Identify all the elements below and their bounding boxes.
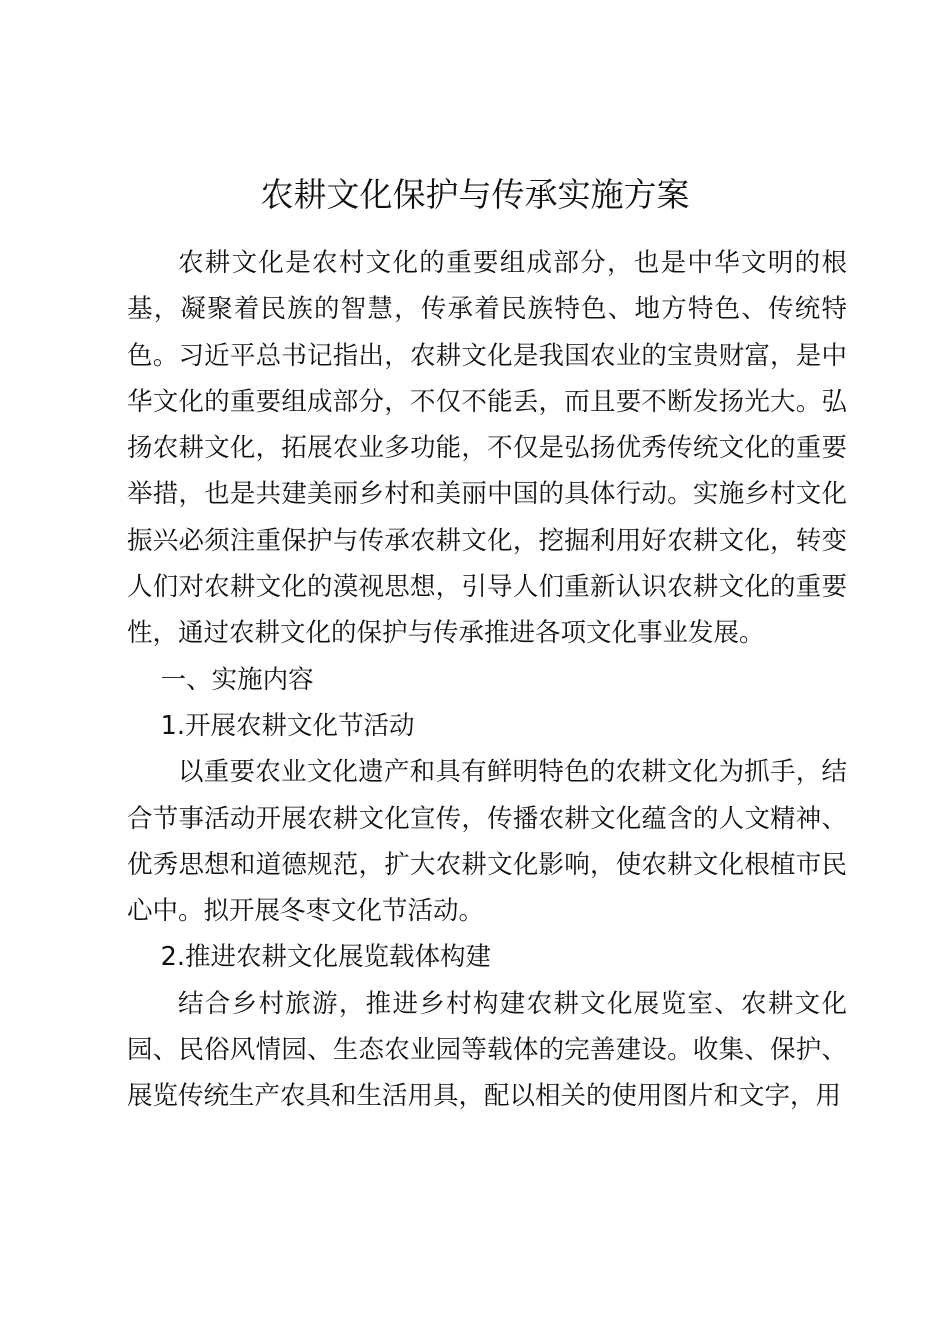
item-paragraph-festival: 以重要农业文化遗产和具有鲜明特色的农耕文化为抓手，结合节事活动开展农耕文化宣传，传播农耕文化蕴含的人文精神、优秀思想和道德规范，扩大农耕文化影响，使农耕文化根植市民心中。拟开展冬枣文化节活动。 bbox=[127, 757, 847, 927]
document-title: 农耕文化保护与传承实施方案 bbox=[260, 175, 690, 214]
item-heading-festival: 1.开展农耕文化节活动 bbox=[160, 710, 415, 741]
intro-paragraph: 农耕文化是农村文化的重要组成部分，也是中华文明的根基，凝聚着民族的智慧，传承着民族特色、地方特色、传统特色。习近平总书记指出，农耕文化是我国农业的宝贵财富，是中华文化的重要组成部分，不仅不能丢，而且要不断发扬光大。弘扬农耕文化，拓展农业多功能，不仅是弘扬优秀传统文化的重要举措，也是共建美丽乡村和美丽中国的具体行动。实施乡村文化振兴必须注重保护与传承农耕文化，挖掘利用好农耕文化，转变人们对农耕文化的漠视思想，引导人们重新认识农耕文化的重要性，通过农耕文化的保护与传承推进各项文化事业发展。 bbox=[127, 248, 847, 649]
item-paragraph-exhibition: 结合乡村旅游，推进乡村构建农耕文化展览室、农耕文化园、民俗风情园、生态农业园等载体的完善建设。收集、保护、展览传统生产农具和生活用具，配以相关的使用图片和文字，用 bbox=[127, 988, 847, 1112]
section-heading-implementation: 一、实施内容 bbox=[160, 664, 314, 695]
document-body bbox=[127, 240, 847, 1120]
item-heading-exhibition: 2.推进农耕文化展览载体构建 bbox=[160, 942, 491, 973]
